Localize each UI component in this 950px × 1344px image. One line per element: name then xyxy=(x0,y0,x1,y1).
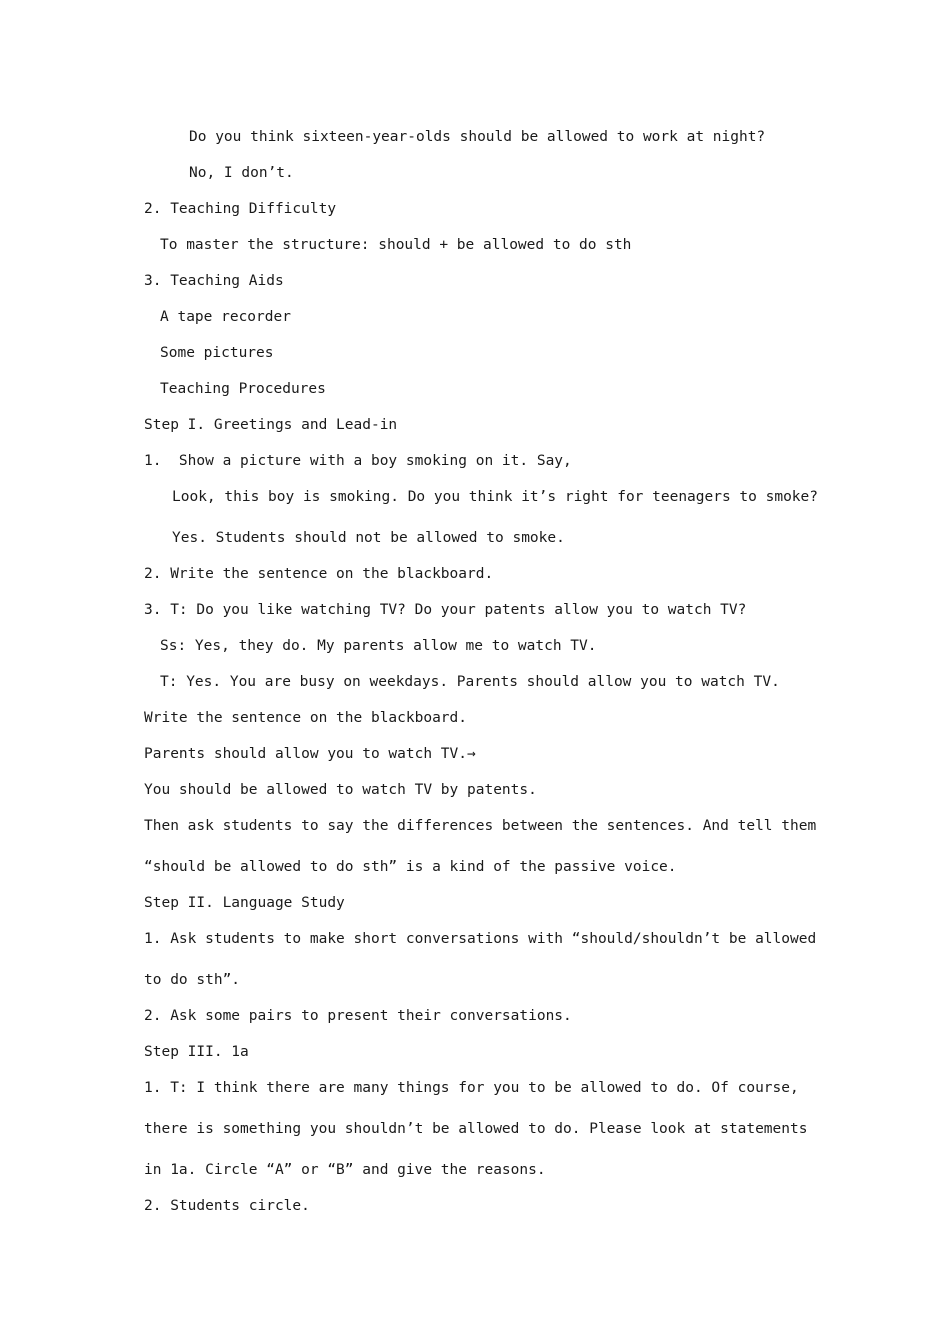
text-line: Look, this boy is smoking. Do you think it’s right for teenagers to smoke? xyxy=(172,489,819,505)
step-heading: Step I. Greetings and Lead-in xyxy=(144,417,398,433)
text-line: Yes. Students should not be allowed to smoke. xyxy=(172,530,565,546)
text-line: Ss: Yes, they do. My parents allow me to watch TV. xyxy=(160,638,597,654)
text-line: 1. Ask students to make short conversations with “should/shouldn’t be allowed xyxy=(144,931,817,947)
text-line: Some pictures xyxy=(160,345,274,361)
text-line: in 1a. Circle “A” or “B” and give the reasons. xyxy=(144,1162,546,1178)
text-line: 1. T: I think there are many things for you to be allowed to do. Of course, xyxy=(144,1080,799,1096)
text-line: 3. T: Do you like watching TV? Do your patents allow you to watch TV? xyxy=(144,602,747,618)
text-line: Write the sentence on the blackboard. xyxy=(144,710,468,726)
text-line: Parents should allow you to watch TV.→ xyxy=(144,746,476,762)
text-line: Then ask students to say the differences between the sentences. And tell them xyxy=(144,818,817,834)
text-line: 2. Write the sentence on the blackboard. xyxy=(144,566,494,582)
section-heading-teaching-difficulty: 2. Teaching Difficulty xyxy=(144,201,337,217)
question-line: Do you think sixteen-year-olds should be allowed to work at night? xyxy=(189,129,766,145)
text-line: T: Yes. You are busy on weekdays. Parents should allow you to watch TV. xyxy=(160,674,780,690)
text-line: “should be allowed to do sth” is a kind of the passive voice. xyxy=(144,859,677,875)
text-line: 2. Ask some pairs to present their conversations. xyxy=(144,1008,572,1024)
text-line: to do sth”. xyxy=(144,972,241,988)
text-line: there is something you shouldn’t be allowed to do. Please look at statements xyxy=(144,1121,808,1137)
text-line: You should be allowed to watch TV by patents. xyxy=(144,782,537,798)
section-heading-teaching-procedures: Teaching Procedures xyxy=(160,381,326,397)
text-line: 1. Show a picture with a boy smoking on it. Say, xyxy=(144,453,572,469)
text-line: To master the structure: should + be allowed to do sth xyxy=(160,237,632,253)
step-heading: Step III. 1a xyxy=(144,1044,249,1060)
step-heading: Step II. Language Study xyxy=(144,895,345,911)
text-line: A tape recorder xyxy=(160,309,291,325)
text-line: 2. Students circle. xyxy=(144,1198,310,1214)
section-heading-teaching-aids: 3. Teaching Aids xyxy=(144,273,284,289)
answer-line: No, I don’t. xyxy=(189,165,294,181)
